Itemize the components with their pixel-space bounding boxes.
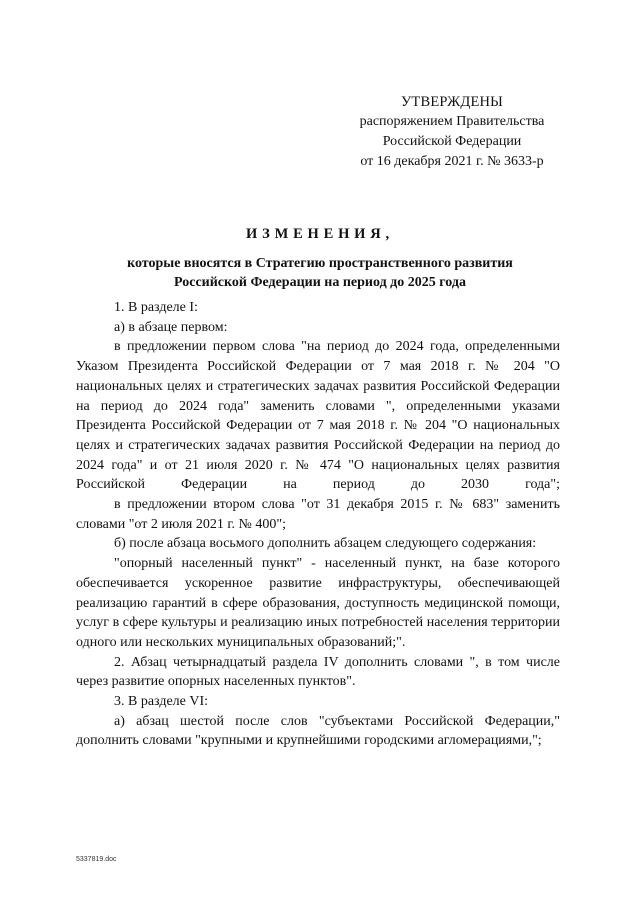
approval-stamp (340, 92, 564, 172)
paragraph-7: 2. Абзац четырнадцатый раздела IV дополнить словами ", в том числе через развитие опорных населенных пунктов". (76, 654, 560, 690)
paragraph-6: "опорный населенный пункт" - населенный пункт, на базе которого обеспечивается ускоренное развитие инфраструктуры, обеспечивающей реализацию гарантий в сфере образования, доступность медицинской помощи, услуг в сфере культуры и реализацию иных потребностей населения территории одного или нескольких муниципальных образований;". (76, 556, 560, 650)
paragraph-4: в предложении втором слова "от 31 декабря 2015 г. № 683" заменить словами "от 2 июля 2021 г. № 400"; (76, 497, 560, 532)
paragraph-1: 1. В разделе I: (114, 300, 198, 315)
document-body (76, 298, 560, 751)
document-title: ИЗМЕНЕНИЯ, (246, 226, 394, 242)
approval-line-1: распоряжением Правительства (359, 114, 545, 129)
approval-line-2: Российской Федерации (382, 134, 522, 149)
paragraph-2: а) в абзаце первом: (114, 319, 228, 335)
approval-heading: УТВЕРЖДЕНЫ (400, 94, 504, 110)
paragraph-8: 3. В разделе VI: (114, 694, 209, 710)
approval-line-3: от 16 декабря 2021 г. № 3633-р (360, 154, 544, 169)
subtitle-line-2: Российской Федерации на период до 2025 года (174, 275, 466, 290)
paragraph-5: б) после абзаца восьмого дополнить абзацем следующего содержания: (114, 536, 537, 552)
subtitle-line-1: которые вносятся в Стратегию пространственного развития (127, 256, 513, 271)
document-subtitle (70, 254, 570, 292)
file-name-footer: 5337819.doc (76, 856, 117, 863)
paragraph-3: в предложении первом слова "на период до 2024 года, определенными Указом Президента Российской Федерации от 7 мая 2018 г. № 204 "О национальных целях и стратегических задачах развития Российской Федерации на период до 2024 года" заменить словами ", определенными указами Президента Российской Федерации от 7 мая 2018 г. № 204 "О национальных целях и стратегических задачах развития Российской Федерации на период до 2024 года" и от 21 июля 2020 г. № 474 "О национальных целях развития Российской Федерации на период до 2030 года"; (76, 339, 560, 493)
paragraph-9: а) абзац шестой после слов "субъектами Российской Федерации," дополнить словами "крупными и крупнейшими городскими агломерациями,"; (76, 713, 560, 749)
